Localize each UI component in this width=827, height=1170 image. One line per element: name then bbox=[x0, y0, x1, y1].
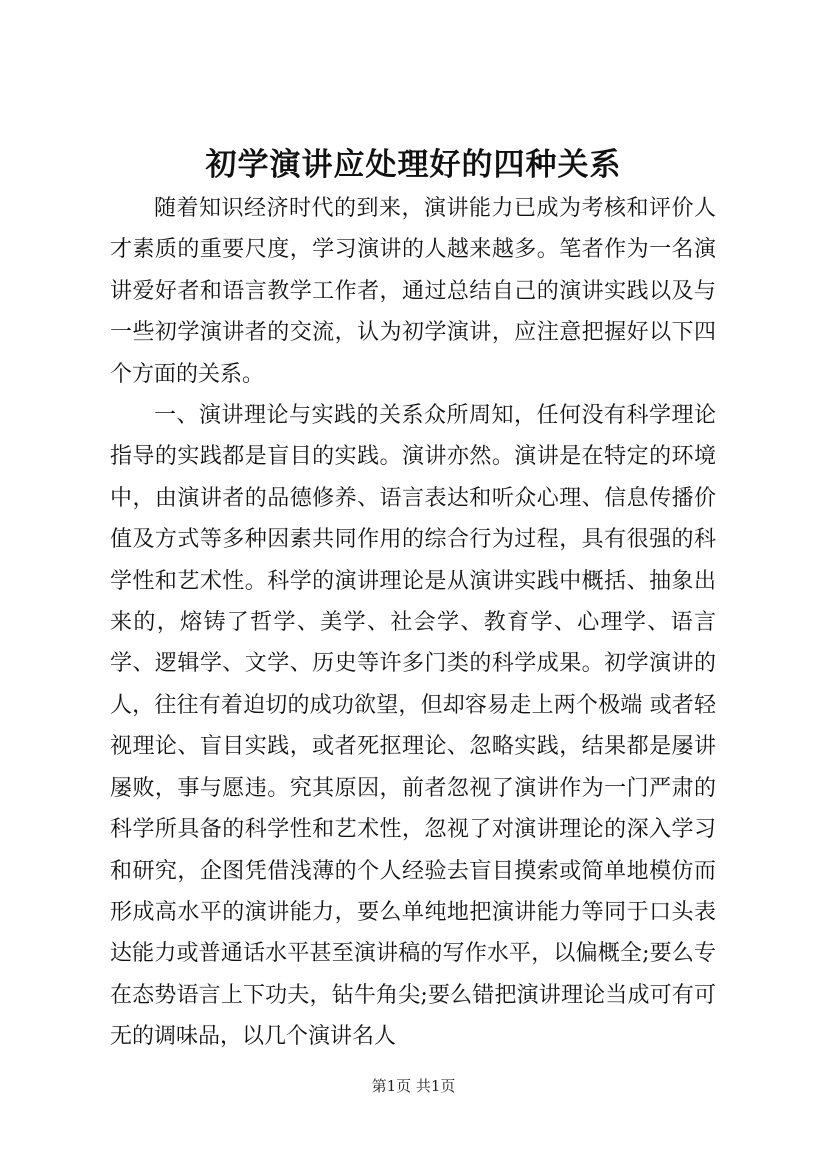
document-title: 初学演讲应处理好的四种关系 bbox=[205, 147, 622, 183]
paragraph-section-one: 一、演讲理论与实践的关系众所周知，任何没有科学理论指导的实践都是盲目的实践。演讲亦然。演讲是在特定的环境中，由演讲者的品德修养、语言表达和听众心理、信息传播价值及方式等多种因素共同作用的综合行为过程，具有很强的科学性和艺术性。科学的演讲理论是从演讲实践中概括、抽象出来的，熔铸了哲学、美学、社会学、教育学、心理学、语言学、逻辑学、文学、历史等许多门类的科学成果。初学演讲的人，往往有着迫切的成功欲望，但却容易走上两个极端 或者轻视理论、盲目实践，或者死抠理论、忽略实践，结果都是屡讲屡败，事与愿违。究其原因，前者忽视了演讲作为一门严肃的科学所具备的科学性和艺术性，忽视了对演讲理论的深入学习和研究，企图凭借浅薄的个人经验去盲目摸索或简单地模仿而形成高水平的演讲能力，要么单纯地把演讲能力等同于口头表达能力或普通话水平甚至演讲稿的写作水平，以偏概全;要么专在态势语言上下功夫，钻牛角尖;要么错把演讲理论当成可有可无的调味品，以几个演讲名人 bbox=[110, 403, 716, 1050]
paragraph-intro: 随着知识经济时代的到来，演讲能力已成为考核和评价人才素质的重要尺度，学习演讲的人越来越多。笔者作为一名演讲爱好者和语言教学工作者，通过总结自己的演讲实践以及与一些初学演讲者的交流，认为初学演讲，应注意把握好以下四个方面的关系。 bbox=[110, 196, 716, 387]
document-body bbox=[110, 188, 716, 1058]
page-footer: 第1页 共1页 bbox=[371, 1077, 456, 1095]
